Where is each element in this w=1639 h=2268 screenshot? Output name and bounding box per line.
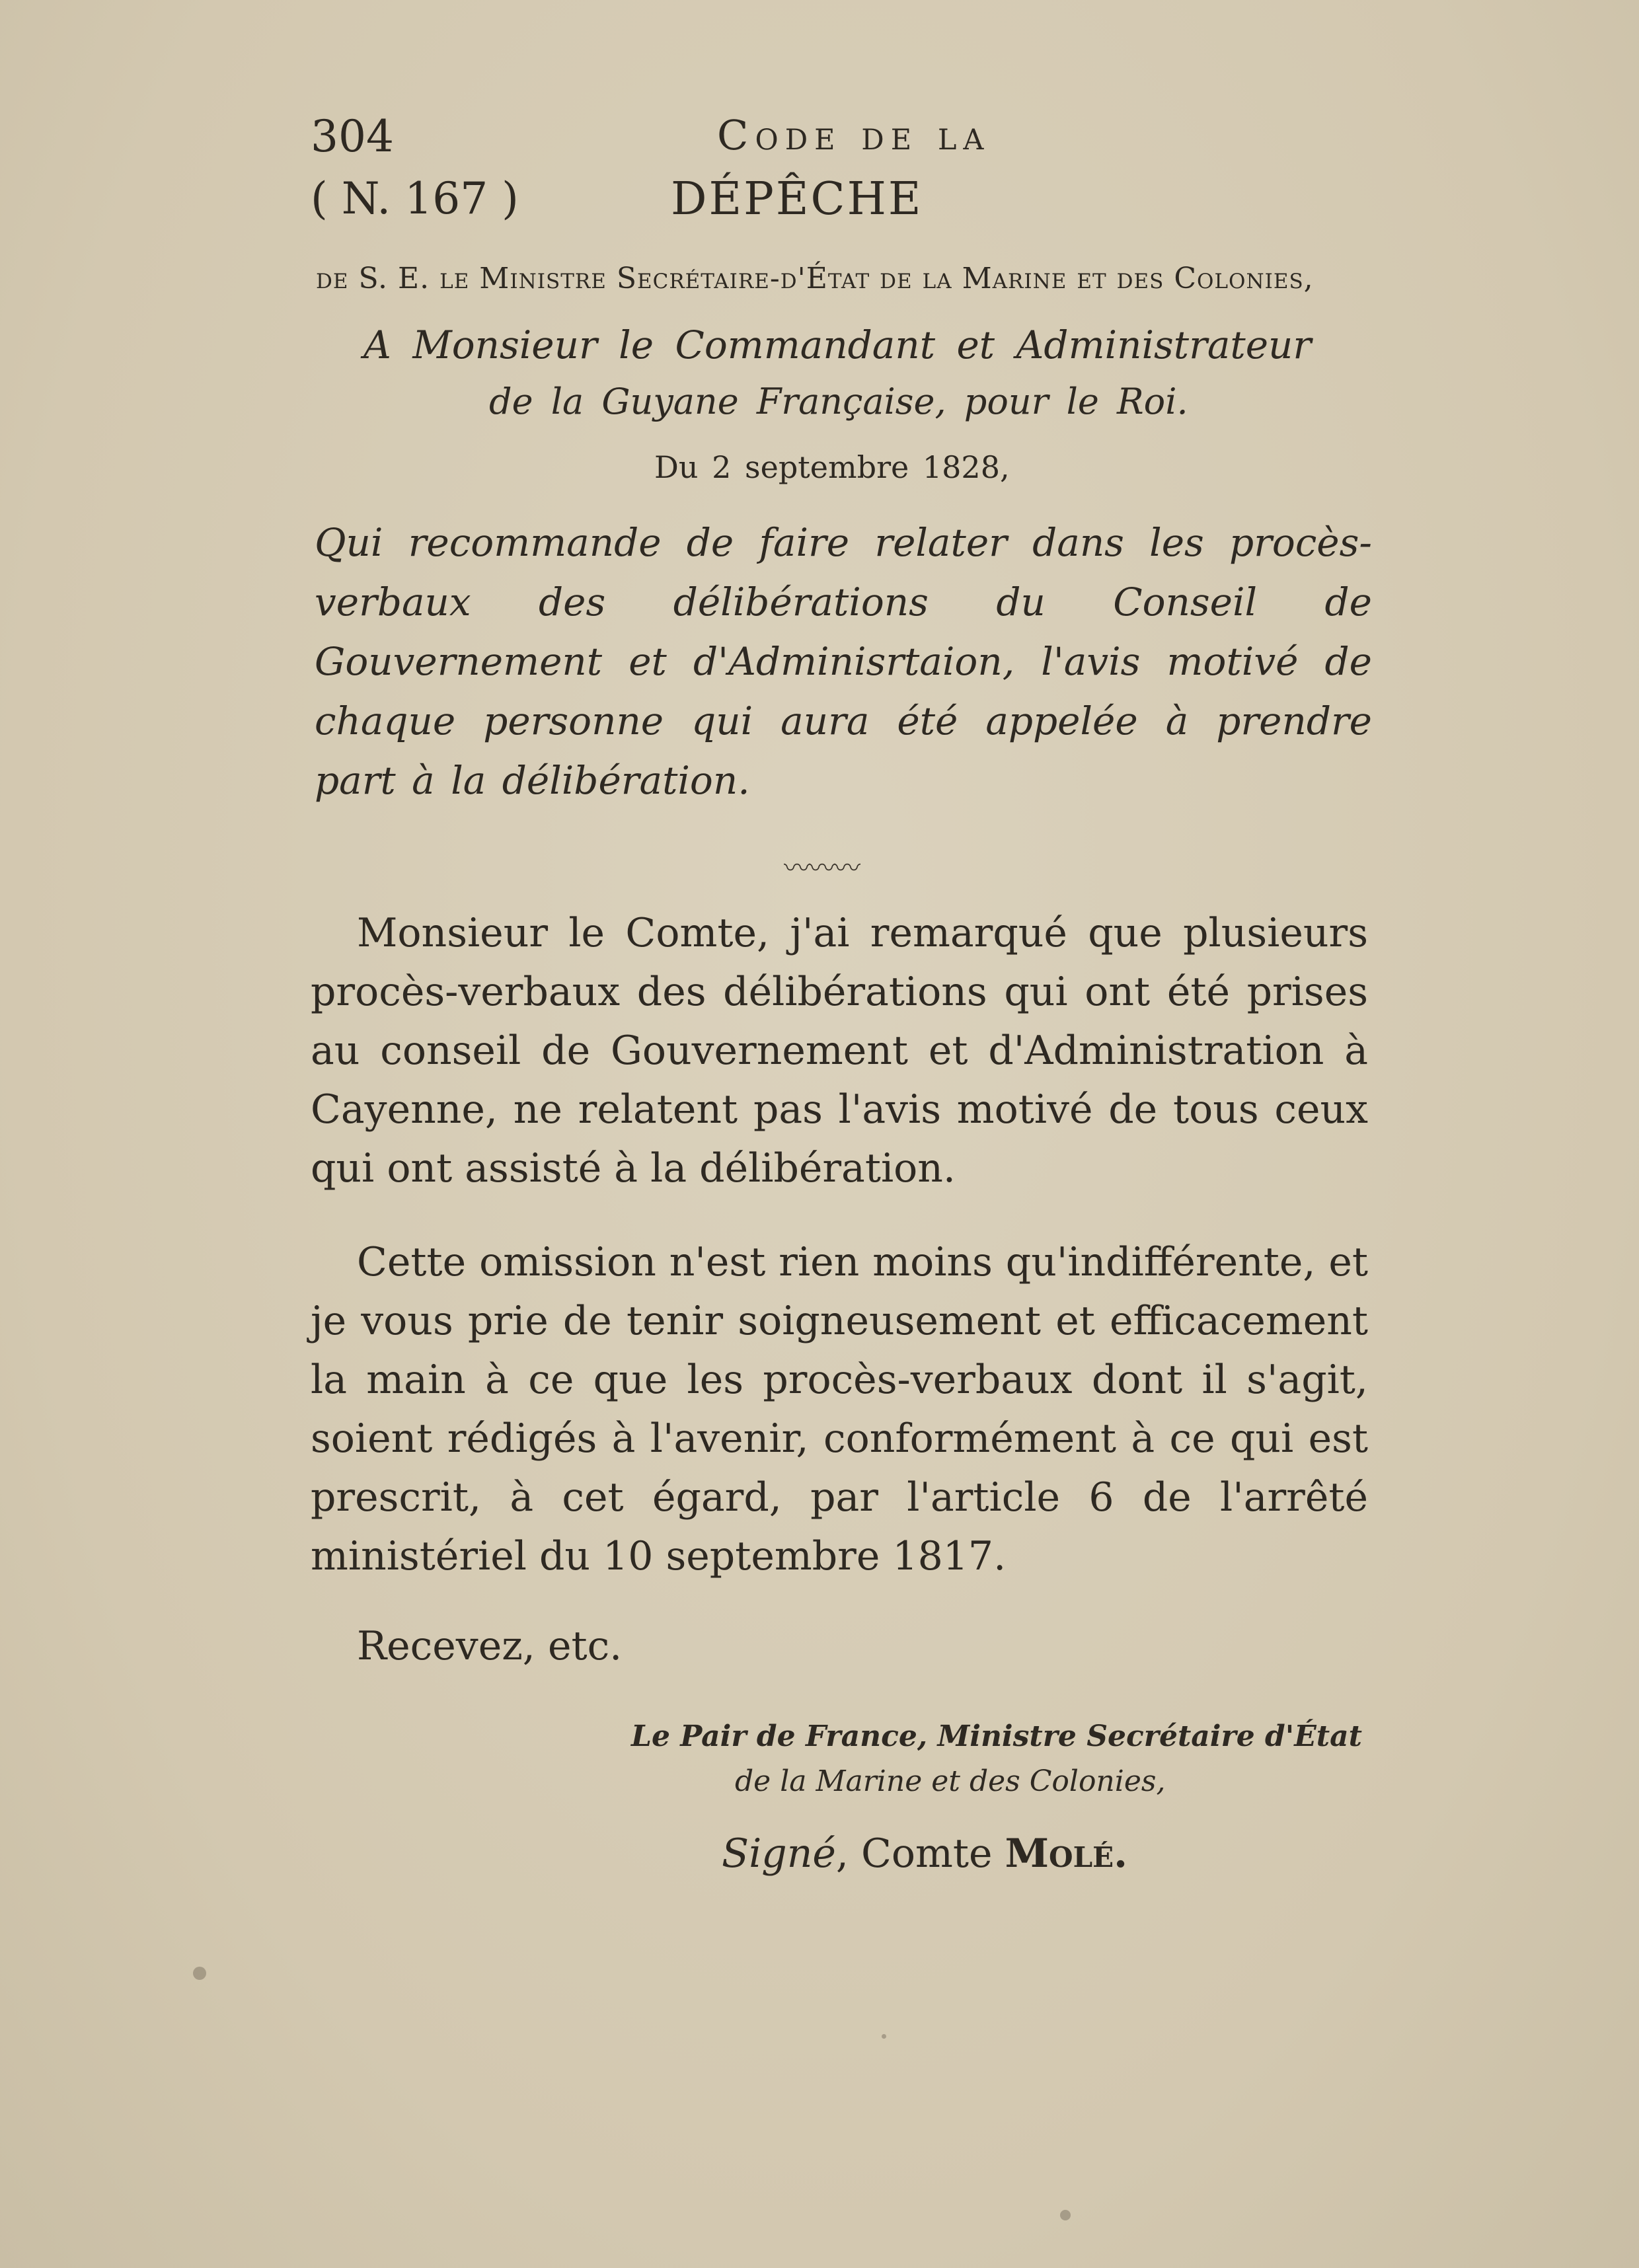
signatory-title-line-2: de la Marine et des Colonies,	[735, 1764, 1166, 1798]
paper-spot	[1060, 2210, 1071, 2220]
signed-word: Signé	[722, 1831, 836, 1877]
recipient-line-2: de la Guyane Française, pour le Roi.	[489, 381, 1188, 422]
summary-paragraph: Qui recommande de faire relater dans les procès-verbaux des délibérations du Conseil de Gouvernement et d'Adminisrtaion, l'avis motivé de chaque personne qui aura été appelée à prendre part à la délibération.	[315, 520, 1372, 803]
signed-name: Molé.	[1005, 1831, 1128, 1877]
signature-line	[722, 1831, 1127, 1877]
paper-spot	[882, 2034, 886, 2039]
recipient-line-1: A Monsieur le Commandant et Administrateur	[363, 322, 1312, 367]
closing-formula: Recevez, etc.	[357, 1623, 623, 1669]
dispatch-date: Du 2 septembre 1828,	[654, 449, 1010, 485]
signatory-title-line-1: Le Pair de France, Ministre Secrétaire d'État	[631, 1720, 1362, 1753]
document-type-heading: DÉPÊCHE	[671, 173, 923, 225]
running-title: Code de la	[717, 111, 991, 159]
body-paragraph-1: Monsieur le Comte, j'ai remarqué que plusieurs procès-verbaux des délibérations qui ont été prises au conseil de Gouvernement et d'Administration à Cayenne, ne relatent pas l'avis motivé de tous ceux qui ont assisté à la délibération.	[311, 910, 1368, 1191]
signed-name-prefix: , Comte	[835, 1831, 1005, 1877]
page-number: 304	[311, 111, 394, 162]
body-paragraph-2: Cette omission n'est rien moins qu'indifférente, et je vous prie de tenir soigneusement et efficacement la main à ce que les procès-verbaux dont il s'agit, soient rédigés à l'avenir, conformément à ce qui est prescrit, à cet égard, par l'article 6 de l'arrêté ministériel du 10 septembre 1817.	[311, 1239, 1368, 1579]
ornamental-divider: 〰〰〰	[784, 853, 859, 884]
paper-spot	[193, 1967, 206, 1980]
ministry-line: de S. E. le Ministre Secrétaire-d'État de la Marine et des Colonies,	[316, 262, 1314, 295]
document-number: ( N. 167 )	[311, 173, 519, 224]
